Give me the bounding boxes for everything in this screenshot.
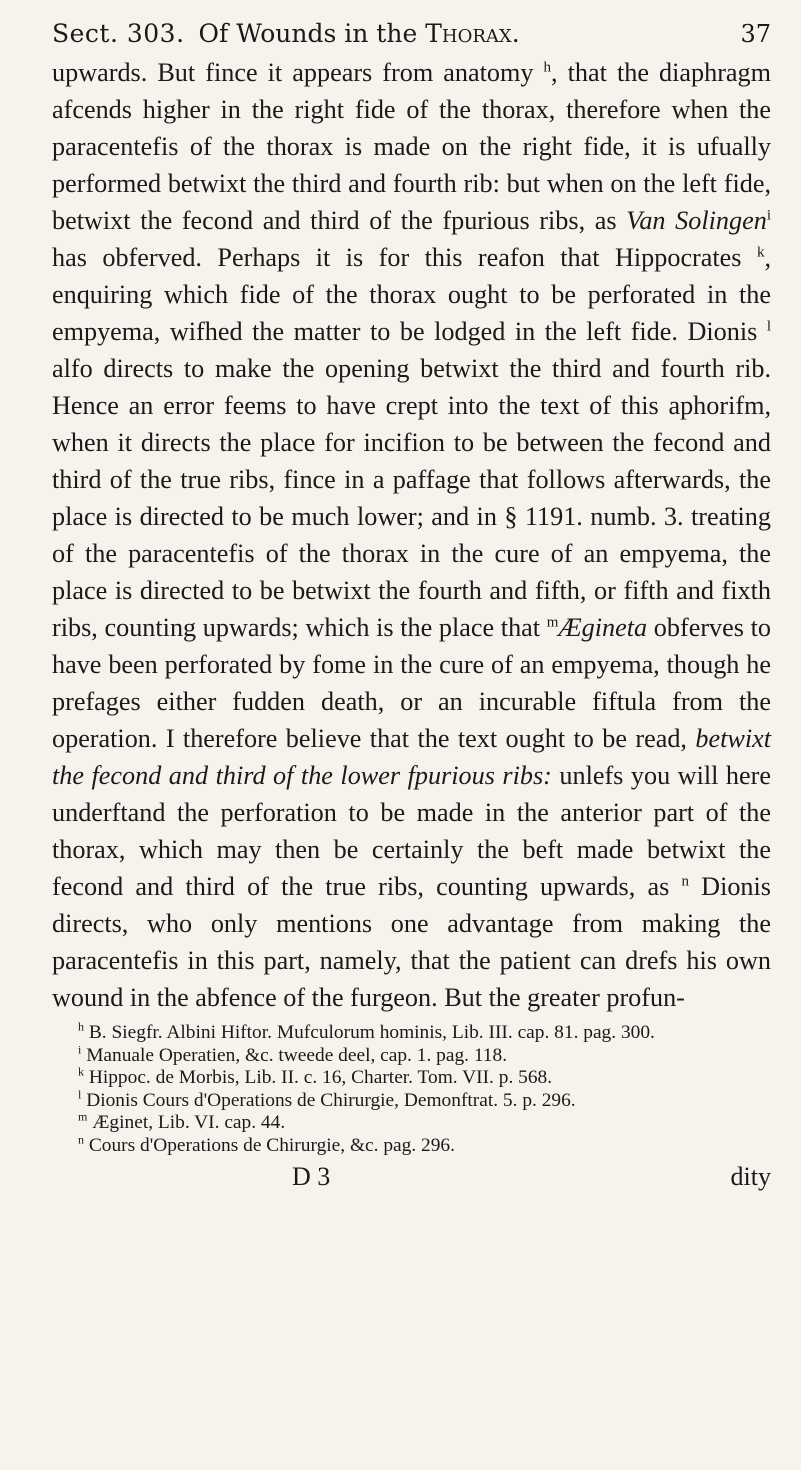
footnotes	[52, 1019, 771, 1157]
footnote: $^n$ Cours d'Operations de Chirurgie, &c. pag. 296.	[78, 1132, 455, 1156]
footnote: $^h$ B. Siegfr. Albini Hiftor. Mufculorum hominis, Lib. III. cap. 81. pag. 300.	[78, 1019, 655, 1043]
author-van-solingen: Van Solingen	[626, 206, 767, 235]
footnote-ref-l: l	[766, 318, 771, 335]
running-title-text: Of Wounds in the	[198, 19, 426, 48]
running-title-thorax: Thorax.	[425, 19, 520, 48]
footnote-ref-n: n	[681, 873, 689, 890]
catchword: dity	[730, 1162, 771, 1191]
page-number: 37	[740, 20, 771, 48]
footnote: $^m$ Æginet, Lib. VI. cap. 44.	[78, 1109, 286, 1133]
author-aegineta: Ægineta	[558, 613, 648, 642]
footnote: $^k$ Hippoc. de Morbis, Lib. II. c. 16, Charter. Tom. VII. p. 568.	[78, 1064, 553, 1088]
paragraph: upwards. But fince it appears from anatomy $^h$, that the diaphragm afcends higher in the right fide of the thorax, therefore when the paracentefis of the thorax is made on the right fide, it is ufually performed betwixt the third and fourth rib: but when on the left fide, betwixt the fecond and third of the fpurious ribs, as Van Solingen$^i$ has obferved. Perhaps it is for this reafon that Hippocrates $^k$, enquiring which fide of the thorax ought to be perforated in the empyema, wifhed the matter to be lodged in the left fide. Dionis $^l$ alfo directs to make the opening betwixt the third and fourth rib. Hence an error feems to have crept into the text of this aphorifm, when it directs the place for incifion to be between the fecond and third of the true ribs, fince in a paffage that follows afterwards, the place is directed to be much lower; and in § 1191. numb. 3. treating of the paracentefis of the thorax in the cure of an empyema, the place is directed to be betwixt the fourth and fifth, or fifth and fixth ribs, counting upwards; which is the place that $^m$Ægineta obferves to have been perforated by fome in the cure of an empyema, though he prefages either fudden death, or an incurable fiftula from the operation. I therefore believe that the text ought to be read, betwixt the fecond and third of the lower fpurious ribs: unlefs you will here underftand the perforation to be made in the anterior part of the thorax, which may then be certainly the beft made betwixt the fecond and third of the true ribs, counting upwards, as $^n$ Dionis directs, who only mentions one advantage from making the paracentefis in this part, namely, that the patient can drefs his own wound in the abfence of the furgeon. But the greater profun-	[52, 58, 772, 1012]
emphasized-reading: betwixt the fecond and third of the lower fpurious ribs:	[52, 724, 771, 790]
signature-mark: D 3	[292, 1162, 331, 1191]
footnote-ref-k: k	[756, 244, 765, 261]
footnote-ref-i: i	[766, 207, 771, 224]
main-text	[52, 54, 771, 1016]
footnote: $^i$ Manuale Operatien, &c. tweede deel, cap. 1. pag. 118.	[78, 1042, 508, 1066]
footnote-ref-h: h	[543, 59, 552, 76]
page-footer	[52, 1161, 771, 1193]
running-header	[52, 18, 771, 50]
section-number: Sect. 303.	[52, 19, 185, 48]
running-title	[199, 18, 741, 50]
footnote: $^l$ Dionis Cours d'Operations de Chirurgie, Demonftrat. 5. p. 296.	[78, 1087, 576, 1111]
footnote-ref-m: m	[546, 614, 559, 631]
